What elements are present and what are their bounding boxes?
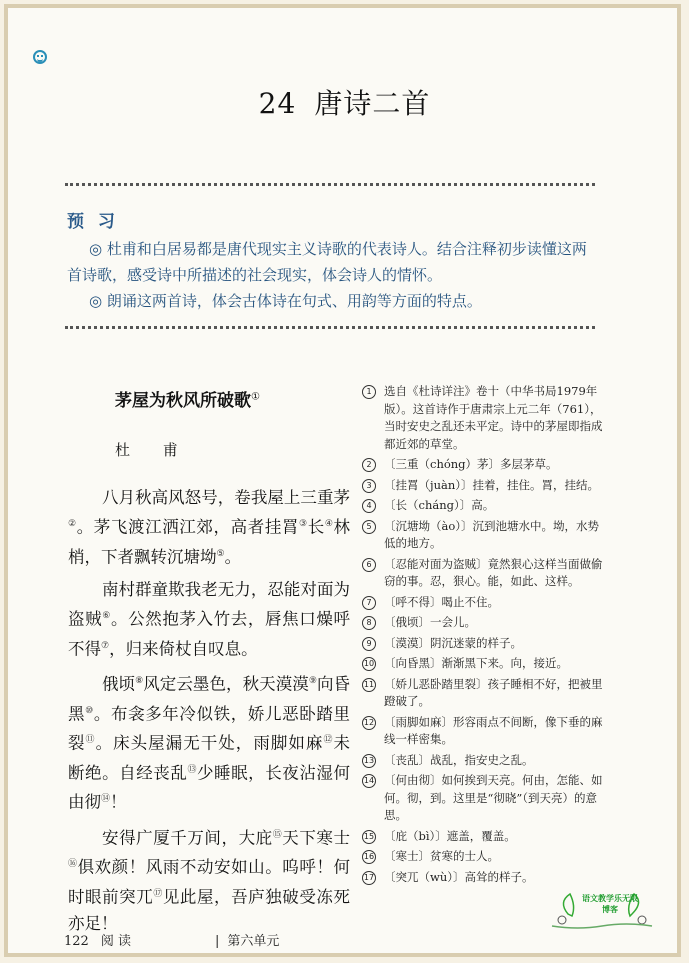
poem-text: ，归来倚杖自叹息。 <box>109 639 258 658</box>
divider-top <box>65 183 595 186</box>
footnote-number: 15 <box>362 830 376 844</box>
poem-text: 风定云墨色，秋天漠漠 <box>143 674 309 694</box>
poem-stanza <box>68 576 350 662</box>
preview-text <box>67 236 599 314</box>
footnote-number: 5 <box>362 520 376 534</box>
footnote-item <box>362 676 607 711</box>
footnote-number: 2 <box>362 458 376 472</box>
footnote-number: 4 <box>362 499 376 513</box>
footnote-number: 14 <box>362 774 376 788</box>
poem-text: 。布衾多年冷似铁，娇儿恶卧踏里裂 <box>68 704 351 753</box>
footnote-item <box>362 752 607 770</box>
footnote-item <box>362 772 607 825</box>
unit-label: 第六单元 <box>227 934 280 949</box>
footnote-text: 〔俄顷〕一会儿。 <box>384 615 476 629</box>
footnote-number: 11 <box>362 678 376 692</box>
footnote-text: 〔挂罥（juàn）〕挂着，挂住。罥，挂结。 <box>384 477 599 492</box>
footnote-item <box>362 518 607 553</box>
footnote-number: 17 <box>362 871 376 885</box>
poem-note-ref: ④ <box>324 519 334 529</box>
poem-note-ref: ⑤ <box>216 548 225 559</box>
footnote-number: 10 <box>362 657 376 671</box>
footnote-number: 16 <box>362 850 376 864</box>
poem-stanza <box>68 484 350 570</box>
footnote-item <box>362 635 607 653</box>
preview-item: ◎ 杜甫和白居易都是唐代现实主义诗歌的代表诗人。结合注释初步读懂这两首诗歌，感受诗中所描述的社会现实，体会诗人的情怀。 <box>67 240 587 284</box>
footnote-text: 〔呼不得〕喝止不住。 <box>384 594 499 609</box>
footnote-text: 〔庇（bì）〕遮盖，覆盖。 <box>384 828 516 843</box>
poem-title-note: ① <box>251 391 260 403</box>
footnote-text: 〔寒士〕贫寒的士人。 <box>384 849 499 863</box>
footnote-text: 〔三重（chóng）茅〕多层茅草。 <box>384 457 558 471</box>
footnote-text: 〔沉塘坳（ào）〕沉到池塘水中。坳，水势低的地方。 <box>384 518 600 550</box>
poem-title-text: 茅屋为秋风所破歌 <box>115 391 251 411</box>
footer-separator: | <box>214 934 220 949</box>
footnote-item <box>362 556 607 591</box>
stamp-text: 语文教学乐无限 博客 <box>582 894 638 914</box>
poem-text: 天下寒士 <box>282 828 350 847</box>
footnote-text: 〔何由彻〕如何挨到天亮。何由，怎能、如何。彻，到。这里是“彻晓”（到天亮）的意思。 <box>384 773 603 822</box>
preview-heading: 预 习 <box>67 212 119 232</box>
footnote-item <box>362 594 607 612</box>
poem-text: 南村群童欺我老无力，忍能对面为盗贼 <box>68 580 350 629</box>
footnote-text: 〔丧乱〕战乱，指安史之乱。 <box>384 752 534 767</box>
poem-text: 俱欢颜！风雨不动安如山。呜呼！何时眼前突兀 <box>68 857 350 906</box>
page-footer <box>64 930 291 949</box>
poem-text: 。茅飞渡江洒江郊，高者挂罥 <box>76 517 300 537</box>
poem-body <box>68 484 350 943</box>
footnote-number: 6 <box>362 558 376 572</box>
footnotes <box>362 383 607 889</box>
footnote-number: 1 <box>362 385 376 399</box>
poem-text: 。公然抱茅入竹去，唇焦口燥呼不得 <box>68 609 351 658</box>
poem-note-ref: ⑧ <box>135 676 144 686</box>
poem-note-ref: ⑰ <box>153 888 163 899</box>
poem-text: 俄顷 <box>102 674 136 694</box>
footnote-text: 〔向昏黑〕渐渐黑下来。向，接近。 <box>384 656 568 670</box>
footnote-item <box>362 714 607 749</box>
footnote-text: 〔娇儿恶卧踏里裂〕孩子睡相不好，把被里蹬破了。 <box>384 676 603 708</box>
poem-note-ref: ⑨ <box>308 676 317 686</box>
footnote-number: 9 <box>362 637 376 651</box>
footnote-item <box>362 456 607 474</box>
page-number: 122 <box>64 934 89 949</box>
poem-text: 向昏黑 <box>68 674 350 723</box>
poem-stanza <box>68 668 350 816</box>
footnote-text: 〔漠漠〕阴沉迷蒙的样子。 <box>384 635 522 650</box>
footnote-item <box>362 477 607 495</box>
footnote-item <box>362 614 607 632</box>
poem-text: 安得广厦千万间，大庇 <box>102 828 273 847</box>
smiley-icon <box>33 50 47 64</box>
footnote-item <box>362 655 607 673</box>
footnote-item <box>362 383 607 453</box>
preview-item: ◎ 朗诵这两首诗，体会古体诗在句式、用韵等方面的特点。 <box>89 292 482 310</box>
footnote-item <box>362 828 607 846</box>
poem-author: 杜 甫 <box>115 441 192 459</box>
footnote-text: 〔长（cháng）〕高。 <box>384 498 495 512</box>
poem-note-ref: ② <box>68 519 77 529</box>
lesson-title <box>0 82 689 122</box>
footnote-text: 〔雨脚如麻〕形容雨点不间断，像下垂的麻线一样密集。 <box>384 714 603 746</box>
poem-text: 林梢，下者飘转沉塘坳 <box>68 517 351 566</box>
poem-text: 八月秋高风怒号，卷我屋上三重茅 <box>102 488 350 507</box>
lesson-title-text: 唐诗二首 <box>314 87 431 120</box>
poem-note-ref: ⑬ <box>187 764 197 775</box>
lesson-number: 24 <box>258 87 297 120</box>
poem-text: 见此屋，吾庐独破受冻死亦足！ <box>68 887 350 933</box>
poem-note-ref: ③ <box>299 519 308 529</box>
poem-text: 。床头屋漏无干处，雨脚如麻 <box>95 733 324 753</box>
footnote-number: 8 <box>362 616 376 630</box>
poem-note-ref: ⑮ <box>272 829 283 840</box>
poem-note-ref: ⑩ <box>85 705 94 716</box>
poem-note-ref: ⑦ <box>101 640 110 651</box>
footnote-number: 13 <box>362 754 376 768</box>
poem-note-ref: ⑭ <box>101 794 111 804</box>
poem-text: 长 <box>307 517 325 537</box>
poem-title <box>115 386 260 411</box>
poem-text: 少睡眠，长夜沾湿何由彻 <box>68 763 350 812</box>
footnote-item <box>362 497 607 515</box>
poem-text: 未断绝。自经丧乱 <box>68 733 350 782</box>
footnote-item <box>362 848 607 866</box>
poem-note-ref: ⑯ <box>68 859 78 869</box>
poem-note-ref: ⑥ <box>102 611 111 621</box>
footnote-text: 选自《杜诗详注》卷十（中华书局1979年版）。这首诗作于唐肃宗上元二年（761），当时安史之乱还未平定。诗中的茅屋即指成都近郊的草堂。 <box>384 384 603 451</box>
footnote-number: 7 <box>362 596 376 610</box>
poem-stanza <box>68 822 350 938</box>
footnote-text: 〔突兀（wù）〕高耸的样子。 <box>384 869 534 884</box>
poem-text: 。 <box>224 547 242 566</box>
footnote-number: 12 <box>362 716 376 730</box>
poem-text: ！ <box>110 792 127 812</box>
poem-note-ref: ⑫ <box>323 735 334 745</box>
footnote-text: 〔忍能对面为盗贼〕竟然狠心这样当面做偷窃的事。忍，狠心。能，如此、这样。 <box>384 556 603 588</box>
poem-note-ref: ⑪ <box>85 735 96 745</box>
section-label: 阅 读 <box>100 934 131 949</box>
footnote-number: 3 <box>362 479 376 493</box>
divider-bottom <box>65 326 595 329</box>
